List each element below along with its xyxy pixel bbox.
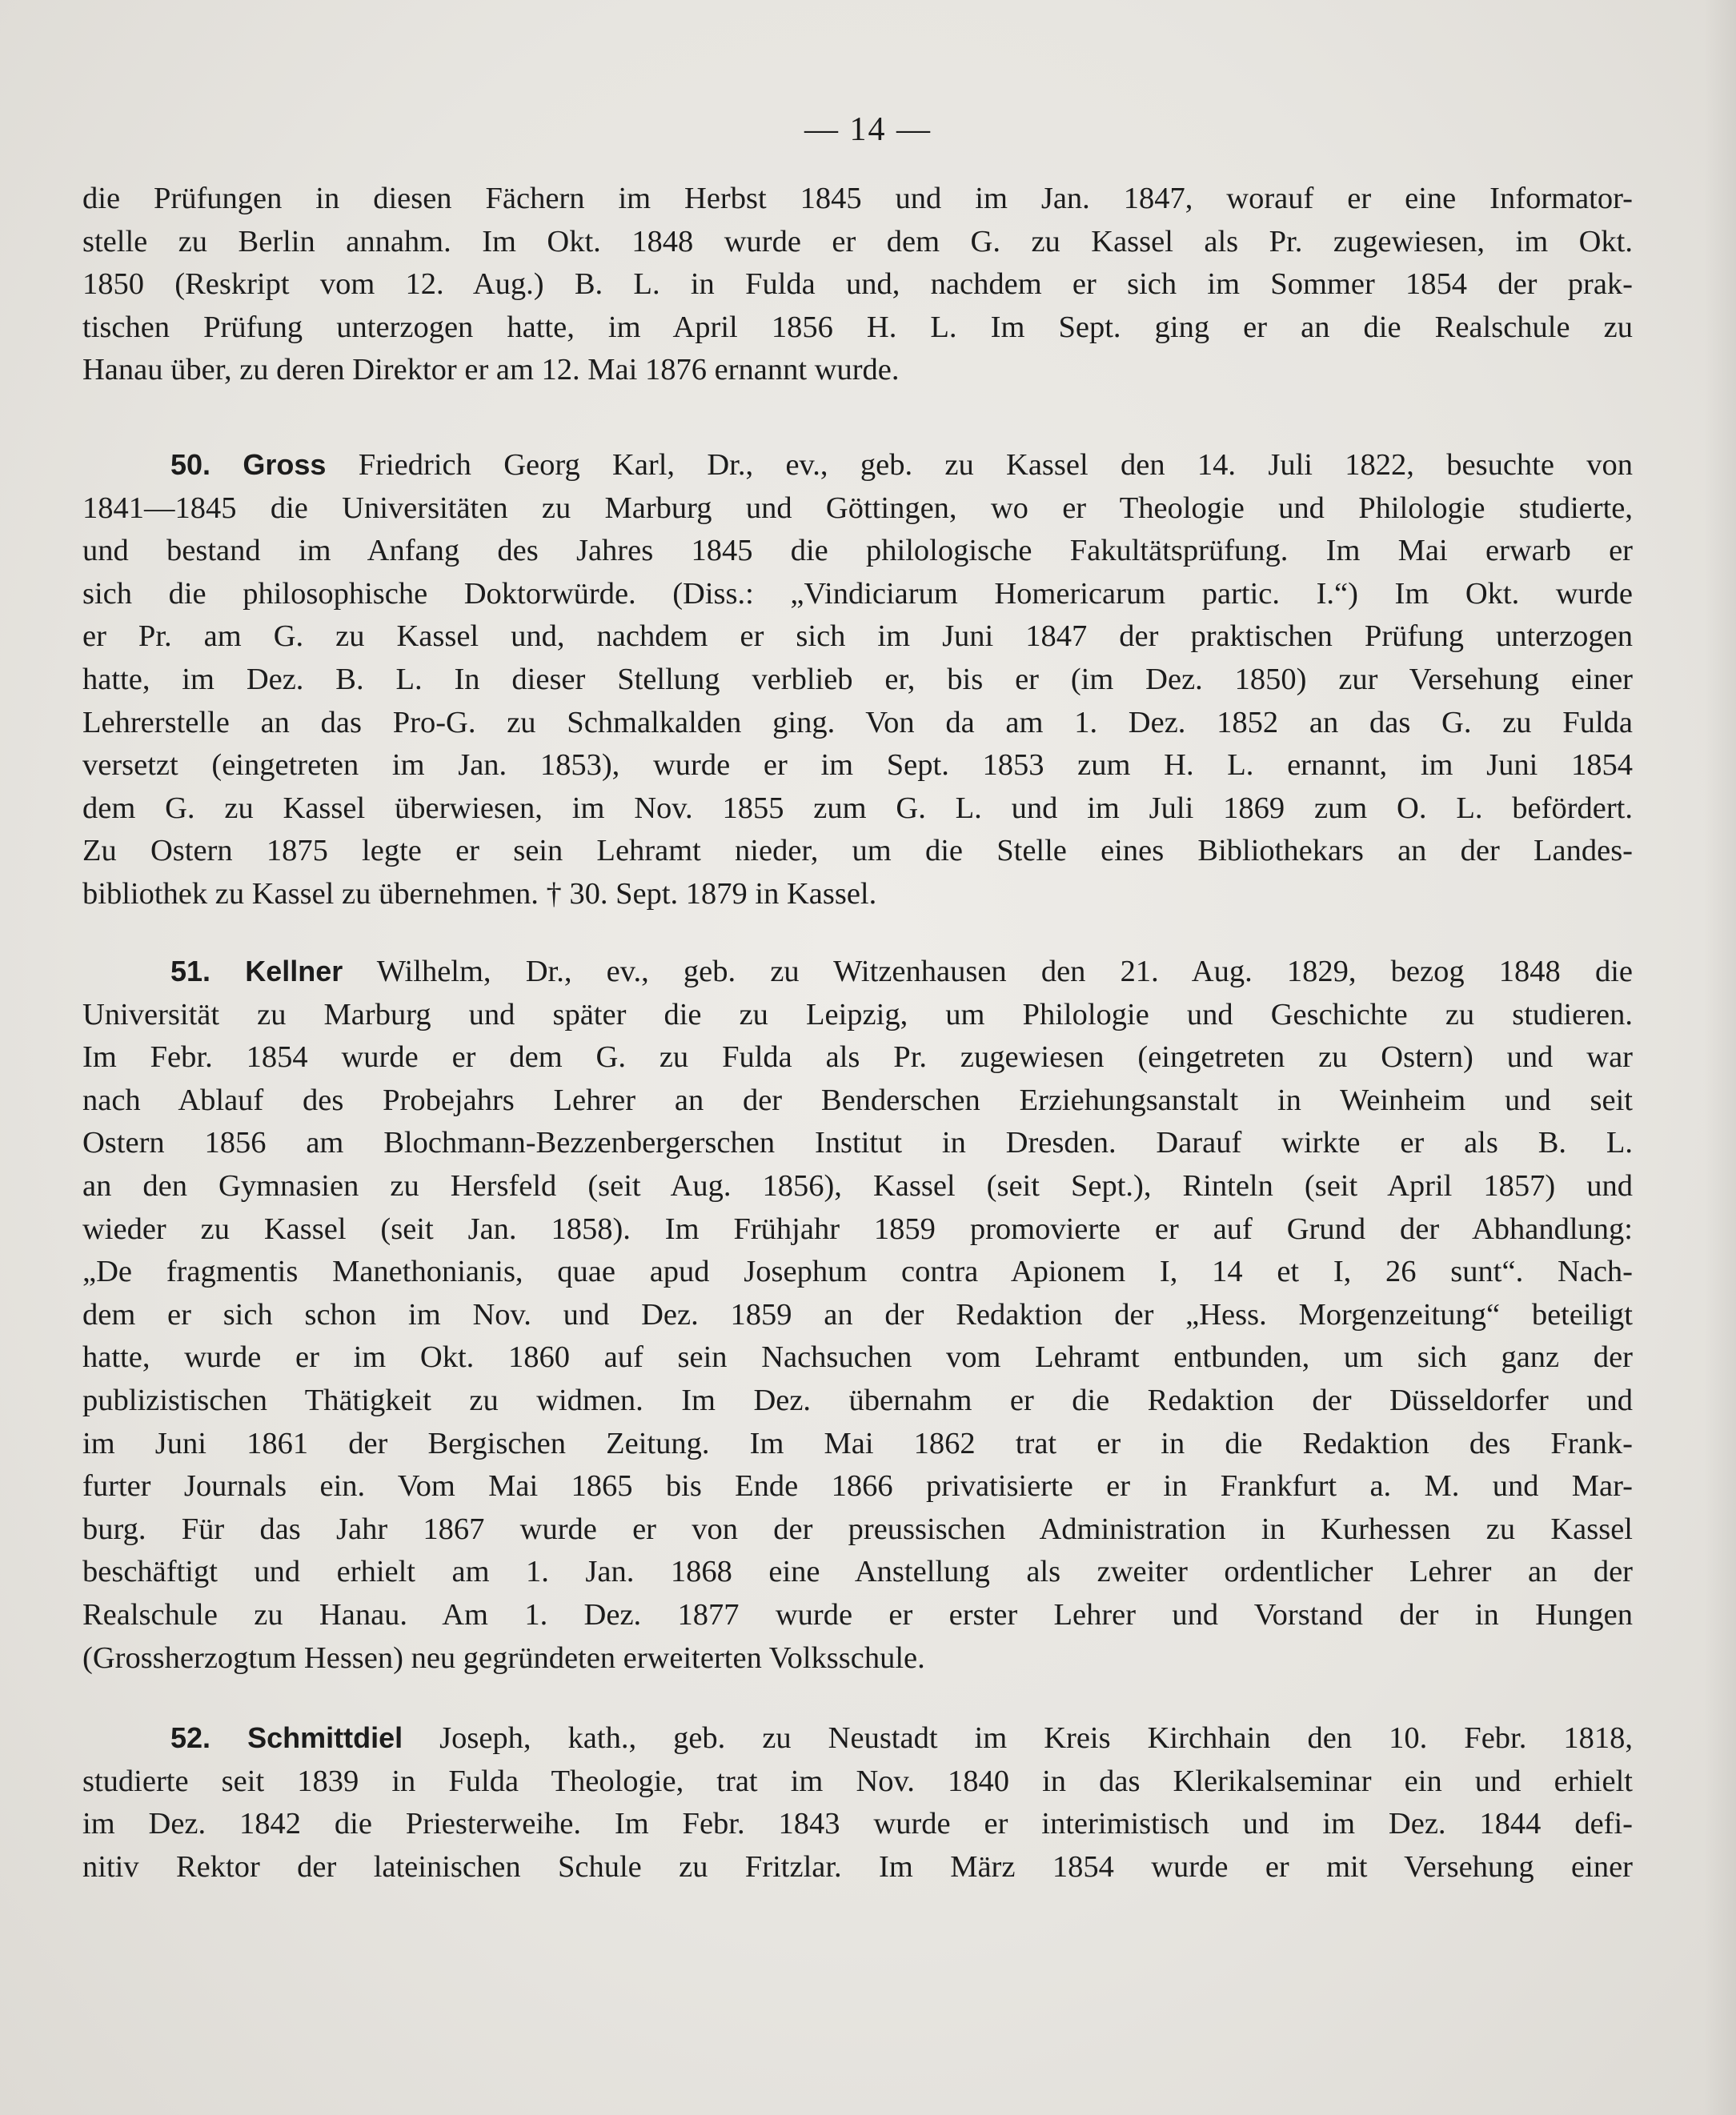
text-line: dem G. zu Kassel überwiesen, im Nov. 1855 zum G. L. und im Juli 1869 zum O. L. befördert. <box>82 791 1633 825</box>
text-line: Universität zu Marburg und später die zu Leipzig, um Philologie und Geschichte zu studieren. <box>82 997 1633 1031</box>
text-line: an den Gymnasien zu Hersfeld (seit Aug. 1856), Kassel (seit Sept.), Rinteln (seit April 1857) und <box>82 1168 1633 1203</box>
text-line: die Prüfungen in diesen Fächern im Herbst 1845 und im Jan. 1847, worauf er eine Informator- <box>82 182 1633 215</box>
entry-first-line <box>82 443 1633 487</box>
entry-first-line <box>82 1716 1633 1760</box>
entry-surname: Schmittdiel <box>247 1721 403 1754</box>
text-line: nach Ablauf des Probejahrs Lehrer an der Benderschen Erziehungsanstalt in Weinheim und seit <box>82 1083 1633 1117</box>
text-line: furter Journals ein. Vom Mai 1865 bis Ende 1866 privatisierte er in Frankfurt a. M. und Mar- <box>82 1469 1633 1504</box>
text-line: Realschule zu Hanau. Am 1. Dez. 1877 wurde er erster Lehrer und Vorstand der in Hungen <box>82 1597 1633 1632</box>
text-line: hatte, im Dez. B. L. In dieser Stellung verblieb er, bis er (im Dez. 1850) zur Versehung einer <box>82 662 1633 696</box>
text-line: und bestand im Anfang des Jahres 1845 die philologische Fakultätsprüfung. Im Mai erwarb er <box>82 534 1633 568</box>
text-line: bibliothek zu Kassel zu übernehmen. † 30. Sept. 1879 in Kassel. <box>82 876 877 911</box>
entry-number: 52. <box>170 1721 211 1754</box>
continuation-paragraph <box>82 178 1633 392</box>
entry-number: 51. <box>170 955 211 987</box>
text-line: hatte, wurde er im Okt. 1860 auf sein Nachsuchen vom Lehramt entbunden, um sich ganz der <box>82 1340 1633 1375</box>
text-line: „De fragmentis Manethonianis, quae apud Josephum contra Apionem I, 14 et I, 26 sunt“. Nach- <box>82 1255 1633 1289</box>
entry-first-line-text: Wilhelm, Dr., ev., geb. zu Witzenhausen den 21. Aug. 1829, bezog 1848 die <box>376 955 1633 988</box>
entry-surname: Kellner <box>245 955 343 987</box>
text-line: Zu Ostern 1875 legte er sein Lehramt nieder, um die Stelle eines Bibliothekars an der Landes- <box>82 834 1633 868</box>
text-line: beschäftigt und erhielt am 1. Jan. 1868 eine Anstellung als zweiter ordentlicher Lehrer an der <box>82 1555 1633 1589</box>
entry-surname: Gross <box>243 448 327 481</box>
text-line: stelle zu Berlin annahm. Im Okt. 1848 wurde er dem G. zu Kassel als Pr. zugewiesen, im Okt. <box>82 224 1633 258</box>
text-line: Lehrerstelle an das Pro-G. zu Schmalkalden ging. Von da am 1. Dez. 1852 an das G. zu Fulda <box>82 705 1633 739</box>
text-line: 1850 (Reskript vom 12. Aug.) B. L. in Fulda und, nachdem er sich im Sommer 1854 der prak- <box>82 267 1633 302</box>
text-line: wieder zu Kassel (seit Jan. 1858). Im Frühjahr 1859 promovierte er auf Grund der Abhandlung: <box>82 1212 1633 1246</box>
text-line: Im Febr. 1854 wurde er dem G. zu Fulda als Pr. zugewiesen (eingetreten zu Ostern) und war <box>82 1040 1633 1075</box>
entry-50 <box>82 443 1633 916</box>
entry-51 <box>82 950 1633 1680</box>
entry-52 <box>82 1716 1633 1889</box>
entry-first-line-text: Joseph, kath., geb. zu Neustadt im Kreis Kirchhain den 10. Febr. 1818, <box>439 1721 1633 1755</box>
page-number: — 14 — <box>804 111 932 148</box>
text-line: tischen Prüfung unterzogen hatte, im April 1856 H. L. Im Sept. ging er an die Realschule zu <box>82 310 1633 344</box>
entry-number: 50. <box>170 448 211 481</box>
text-line: (Grossherzogtum Hessen) neu gegründeten erweiterten Volksschule. <box>82 1640 925 1675</box>
entry-first-line <box>82 950 1633 994</box>
text-line: versetzt (eingetreten im Jan. 1853), wurde er im Sept. 1853 zum H. L. ernannt, im Juni 1854 <box>82 748 1633 783</box>
text-line: nitiv Rektor der lateinischen Schule zu Fritzlar. Im März 1854 wurde er mit Versehung einer <box>82 1849 1633 1884</box>
text-line: 1841—1845 die Universitäten zu Marburg und Göttingen, wo er Theologie und Philologie studierte, <box>82 491 1633 525</box>
text-line: Ostern 1856 am Blochmann-Bezzenbergerschen Institut in Dresden. Darauf wirkte er als B. L. <box>82 1126 1633 1160</box>
text-line: im Juni 1861 der Bergischen Zeitung. Im Mai 1862 trat er in die Redaktion des Frank- <box>82 1426 1633 1460</box>
entry-first-line-text: Friedrich Georg Karl, Dr., ev., geb. zu Kassel den 14. Juli 1822, besuchte von <box>358 448 1634 482</box>
text-line: dem er sich schon im Nov. und Dez. 1859 an der Redaktion der „Hess. Morgenzeitung“ beteiligt <box>82 1297 1633 1332</box>
text-line: im Dez. 1842 die Priesterweihe. Im Febr. 1843 wurde er interimistisch und im Dez. 1844 defi- <box>82 1807 1633 1841</box>
text-line: Hanau über, zu deren Direktor er am 12. Mai 1876 ernannt wurde. <box>82 353 900 387</box>
text-line: sich die philosophische Doktorwürde. (Diss.: „Vindiciarum Homericarum partic. I.“) Im Okt. wurde <box>82 576 1633 611</box>
page-edge-shadow <box>1704 0 1736 2115</box>
text-line: burg. Für das Jahr 1867 wurde er von der preussischen Administration in Kurhessen zu Kassel <box>82 1512 1633 1546</box>
text-line: er Pr. am G. zu Kassel und, nachdem er sich im Juni 1847 der praktischen Prüfung unterzogen <box>82 619 1633 654</box>
text-line: publizistischen Thätigkeit zu widmen. Im Dez. übernahm er die Redaktion der Düsseldorfer und <box>82 1383 1633 1417</box>
text-line: studierte seit 1839 in Fulda Theologie, trat im Nov. 1840 in das Klerikalseminar ein und erhielt <box>82 1764 1633 1798</box>
